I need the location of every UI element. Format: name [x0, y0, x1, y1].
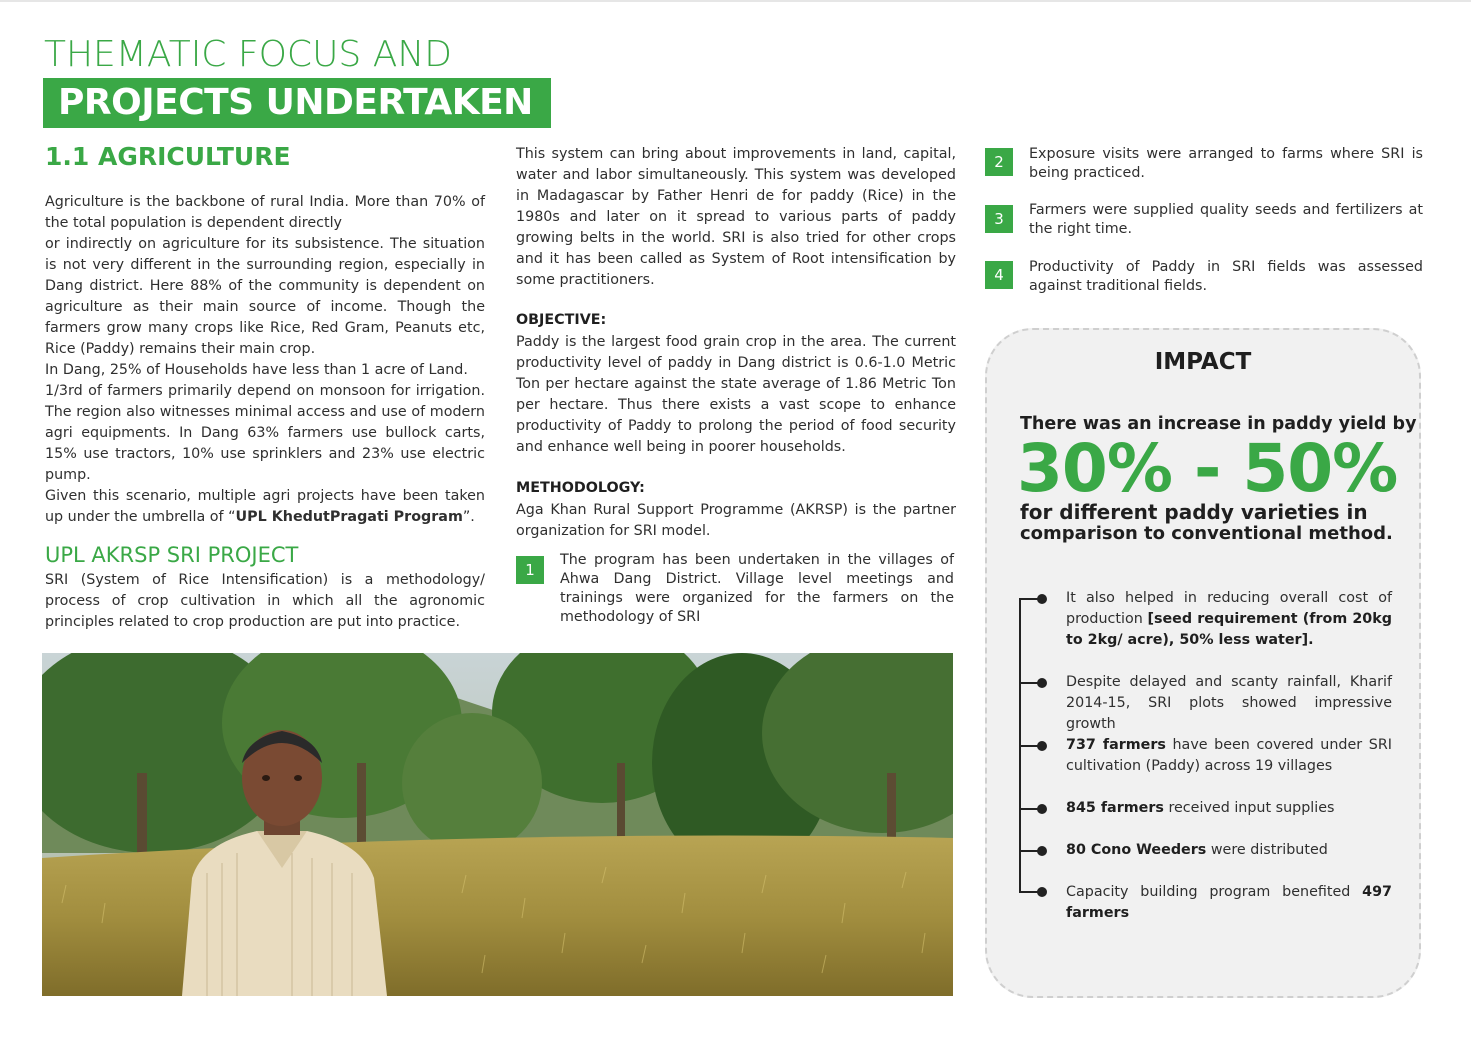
impact-comparison: comparison to conventional method. — [1020, 523, 1393, 544]
bullet-2-dot — [1037, 678, 1047, 688]
agri-paragraph-4: 1/3rd of farmers primarily depend on monsoon for irrigation. The region also witnesses minimal access and use of modern agri equipments. In Dang 63% farmers use bullock carts, 15% use tractors, 10% use sprinklers and 23% use electric pump. — [45, 383, 485, 483]
impact-title: IMPACT — [1154, 349, 1252, 375]
bullet-6-text: Capacity building program benefited — [1066, 884, 1363, 900]
bullet-5-dot — [1037, 846, 1047, 856]
step-2-number: 2 — [985, 148, 1013, 176]
agri-p5-pre: Given this scenario, multiple agri projects have been taken up under the umbrella of “ — [45, 488, 485, 525]
agri-paragraph-3: In Dang, 25% of Households have less than 1 acre of Land. — [45, 362, 468, 378]
agri-paragraph-2: or indirectly on agriculture for its subsistence. The situation is not very different in the surrounding region, especially in Dang district. Here 88% of the community is dependent on agriculture as their main source of income. Though the farmers grow many crops like Rice, Red Gram, Peanuts etc, Rice (Paddy) remains their main crop. — [45, 236, 485, 357]
bullet-3-dot — [1037, 741, 1047, 751]
agriculture-text — [45, 192, 485, 528]
agri-paragraph-5 — [45, 486, 485, 528]
page-title-line1: THEMATIC FOCUS AND — [44, 34, 452, 75]
impact-bullet-5 — [1066, 840, 1392, 861]
bullet-5-text: were distributed — [1206, 842, 1328, 858]
bullet-4-text: received input supplies — [1163, 800, 1335, 816]
bullet-1-dot — [1037, 594, 1047, 604]
impact-intro: There was an increase in paddy yield by — [1020, 414, 1417, 434]
agriculture-heading: 1.1 AGRICULTURE — [45, 142, 291, 171]
impact-bullet-4 — [1066, 798, 1392, 819]
sri-project-text: SRI (System of Rice Intensification) is a methodology/ process of crop cultivation in which all the agronomic principles related to crop production are put into practice. — [45, 572, 485, 630]
bullet-3-bold: 737 farmers — [1066, 737, 1166, 753]
step-2-text: Exposure visits were arranged to farms where SRI is being practiced. — [1029, 146, 1423, 181]
bullet-6-bold: 497 farmers — [1066, 884, 1392, 921]
bullet-1-bold: [seed requirement (from 20kg to 2kg/ acre), 50% less water]. — [1066, 611, 1392, 648]
bullet-5-bold: 80 Cono Weeders — [1066, 842, 1207, 858]
agri-paragraph-1: Agriculture is the backbone of rural India. More than 70% of the total population is dependent directly — [45, 194, 485, 231]
step-3-text: Farmers were supplied quality seeds and fertilizers at the right time. — [1029, 202, 1423, 237]
page-title-line2: PROJECTS UNDERTAKEN — [58, 82, 533, 123]
objective-heading: OBJECTIVE: — [516, 312, 607, 328]
sri-project-heading: UPL AKRSP SRI PROJECT — [45, 543, 299, 567]
farmer-in-paddy-field-photo — [42, 653, 953, 996]
bullet-1-text: It also helped in reducing overall cost of production — [1066, 590, 1392, 627]
top-divider — [0, 0, 1471, 2]
impact-bullet-2: Despite delayed and scanty rainfall, Kharif 2014-15, SRI plots showed impressive growth — [1066, 674, 1392, 732]
impact-bullet-3 — [1066, 735, 1392, 777]
methodology-heading: METHODOLOGY: — [516, 480, 645, 496]
step-1-number: 1 — [516, 556, 544, 584]
bullet-3-text: have been covered under SRI cultivation (Paddy) across 19 villages — [1066, 737, 1392, 774]
step-3-number: 3 — [985, 205, 1013, 233]
impact-bullet-1 — [1066, 588, 1392, 651]
step-4-text: Productivity of Paddy in SRI fields was assessed against traditional fields. — [1029, 259, 1423, 294]
step-1-text: The program has been undertaken in the villages of Ahwa Dang District. Village level meetings and trainings were organized for the farmers on the methodology of SRI — [560, 552, 954, 625]
methodology-text: Aga Khan Rural Support Programme (AKRSP) is the partner organization for SRI model. — [516, 502, 956, 539]
bullet-4-dot — [1037, 804, 1047, 814]
bullet-6-dot — [1037, 887, 1047, 897]
step-4-number: 4 — [985, 261, 1013, 289]
impact-varieties: for different paddy varieties in — [1020, 500, 1368, 524]
agri-p5-post: ”. — [462, 509, 475, 525]
program-name: UPL KhedutPragati Program — [235, 509, 463, 525]
impact-yield-increase: 30% - 50% — [1017, 430, 1398, 507]
impact-bullet-6 — [1066, 882, 1392, 924]
sri-intro-text: This system can bring about improvements in land, capital, water and labor simultaneously. This system was developed in Madagascar by Father Henri de for paddy (Rice) in the 1980s and later on it spread to various parts of paddy growing belts in the world. SRI is also tried for other crops and it has been called as System of Root intensification by some practitioners. — [516, 146, 956, 288]
photo-illustration — [42, 653, 953, 996]
objective-text: Paddy is the largest food grain crop in the area. The current productivity level of paddy in Dang district is 0.6-1.0 Metric Ton per hectare against the state average of 1.86 Metric Ton per hectare. Thus there exists a vast scope to enhance productivity of Paddy to prolong the period of food security and enhance well being in poorer households. — [516, 334, 956, 455]
bullet-4-bold: 845 farmers — [1066, 800, 1164, 816]
